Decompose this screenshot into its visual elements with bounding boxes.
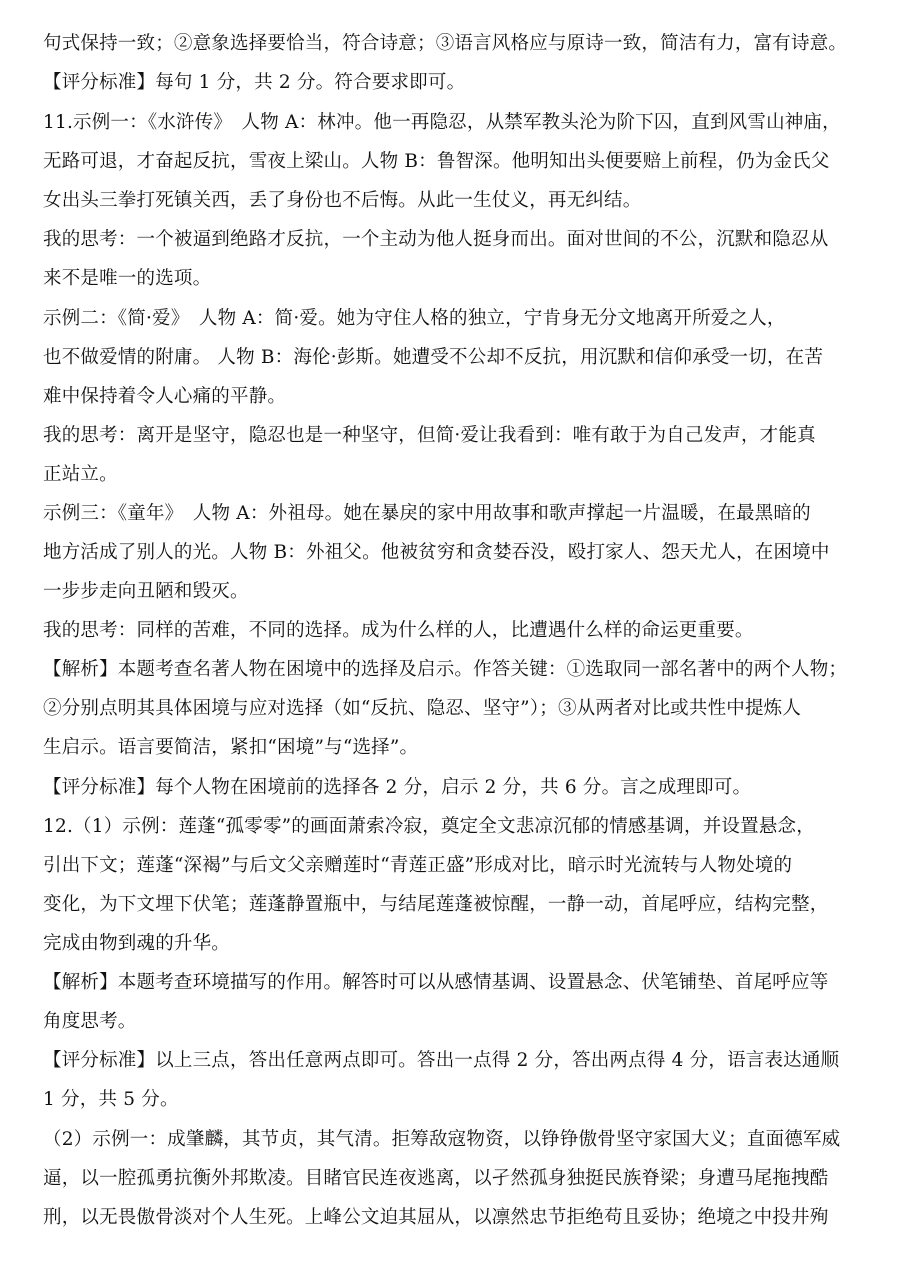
text-line: 女出头三拳打死镇关西，丢了身份也不后悔。从此一生仗义，再无纠结。 (43, 190, 642, 211)
text-line: 难中保持着令人心痛的平静。 (43, 386, 287, 407)
text-line: 也不做爱情的附庸。 人物 B：海伦·彭斯。她遭受不公却不反抗，用沉默和信仰承受一切，在苦 (43, 347, 824, 368)
text-line: 【解析】本题考查环境描写的作用。解答时可以从感情基调、设置悬念、伏笔铺垫、首尾呼应等 (43, 972, 829, 993)
text-line: （2）示例一：成肇麟，其节贞，其气清。拒筹敌寇物资，以铮铮傲骨坚守家国大义；直面德军威 (43, 1129, 841, 1150)
text-line: 一步步走向丑陋和毁灭。 (43, 581, 249, 602)
text-line: 我的思考：一个被逼到绝路才反抗，一个主动为他人挺身而出。面对世间的不公，沉默和隐忍从 (43, 229, 829, 250)
text-line: 来不是唯一的选项。 (43, 268, 212, 289)
text-line: 11.示例一：《水浒传》 人物 A：林冲。他一再隐忍，从禁军教头沦为阶下囚，直到风雪山神庙， (43, 112, 841, 133)
text-line: 句式保持一致；②意象选择要恰当，符合诗意；③语言风格应与原诗一致，简洁有力，富有诗意。 (43, 33, 848, 54)
text-line: 地方活成了别人的光。人物 B：外祖父。他被贫穷和贪婪吞没，殴打家人、怨天尤人，在困境中 (43, 542, 830, 563)
text-line: 【评分标准】每句 1 分，共 2 分。符合要求即可。 (43, 72, 466, 93)
text-line: 1 分，共 5 分。 (43, 1089, 179, 1110)
text-line: 【解析】本题考查名著人物在困境中的选择及启示。作答关键：①选取同一部名著中的两个人物； (43, 659, 848, 680)
text-line: 正站立。 (43, 464, 118, 485)
text-line: ②分别点明其具体困境与应对选择（如“反抗、隐忍、坚守”）；③从两者对比或共性中提炼人 (43, 698, 802, 719)
text-line: 【评分标准】每个人物在困境前的选择各 2 分，启示 2 分，共 6 分。言之成理即可。 (43, 777, 752, 798)
text-line: 我的思考：同样的苦难，不同的选择。成为什么样的人，比遭遇什么样的命运更重要。 (43, 620, 754, 641)
text-line: 示例二：《简·爱》 人物 A：简·爱。她为守住人格的独立，宁肯身无分文地离开所爱之人， (43, 308, 786, 329)
text-line: 我的思考：离开是坚守，隐忍也是一种坚守，但简·爱让我看到：唯有敢于为自己发声，才能真 (43, 425, 816, 446)
text-line: 变化，为下文埋下伏笔；莲蓬静置瓶中，与结尾莲蓬被惊醒，一静一动，首尾呼应，结构完整， (43, 894, 829, 915)
text-line: 角度思考。 (43, 1011, 137, 1032)
text-line: 完成由物到魂的升华。 (43, 933, 231, 954)
text-line: 【评分标准】以上三点，答出任意两点即可。答出一点得 2 分，答出两点得 4 分，语言表达通顺 (43, 1050, 840, 1071)
text-line: 示例三：《童年》 人物 A：外祖母。她在暴戾的家中用故事和歌声撑起一片温暖，在最黑暗的 (43, 503, 811, 524)
text-line: 刑，以无畏傲骨淡对个人生死。上峰公文迫其屈从，以凛然忠节拒绝苟且妥协；绝境之中投井殉 (43, 1207, 829, 1228)
text-line: 无路可退，才奋起反抗，雪夜上梁山。人物 B：鲁智深。他明知出头便要赔上前程，仍为金氏父 (43, 151, 830, 172)
text-line: 逼，以一腔孤勇抗衡外邦欺凌。目睹官民连夜逃离，以孑然孤身独挺民族脊梁；身遭马尾拖拽酷 (43, 1168, 829, 1189)
text-line: 引出下文；莲蓬“深褐”与后文父亲赠莲时“青莲正盛”形成对比，暗示时光流转与人物处境的 (43, 855, 793, 876)
text-line: 12.（1）示例：莲蓬“孤零零”的画面萧索冷寂，奠定全文悲凉沉郁的情感基调，并设置悬念， (43, 816, 815, 837)
text-line: 生启示。语言要简洁，紧扣“困境”与“选择”。 (43, 737, 419, 758)
